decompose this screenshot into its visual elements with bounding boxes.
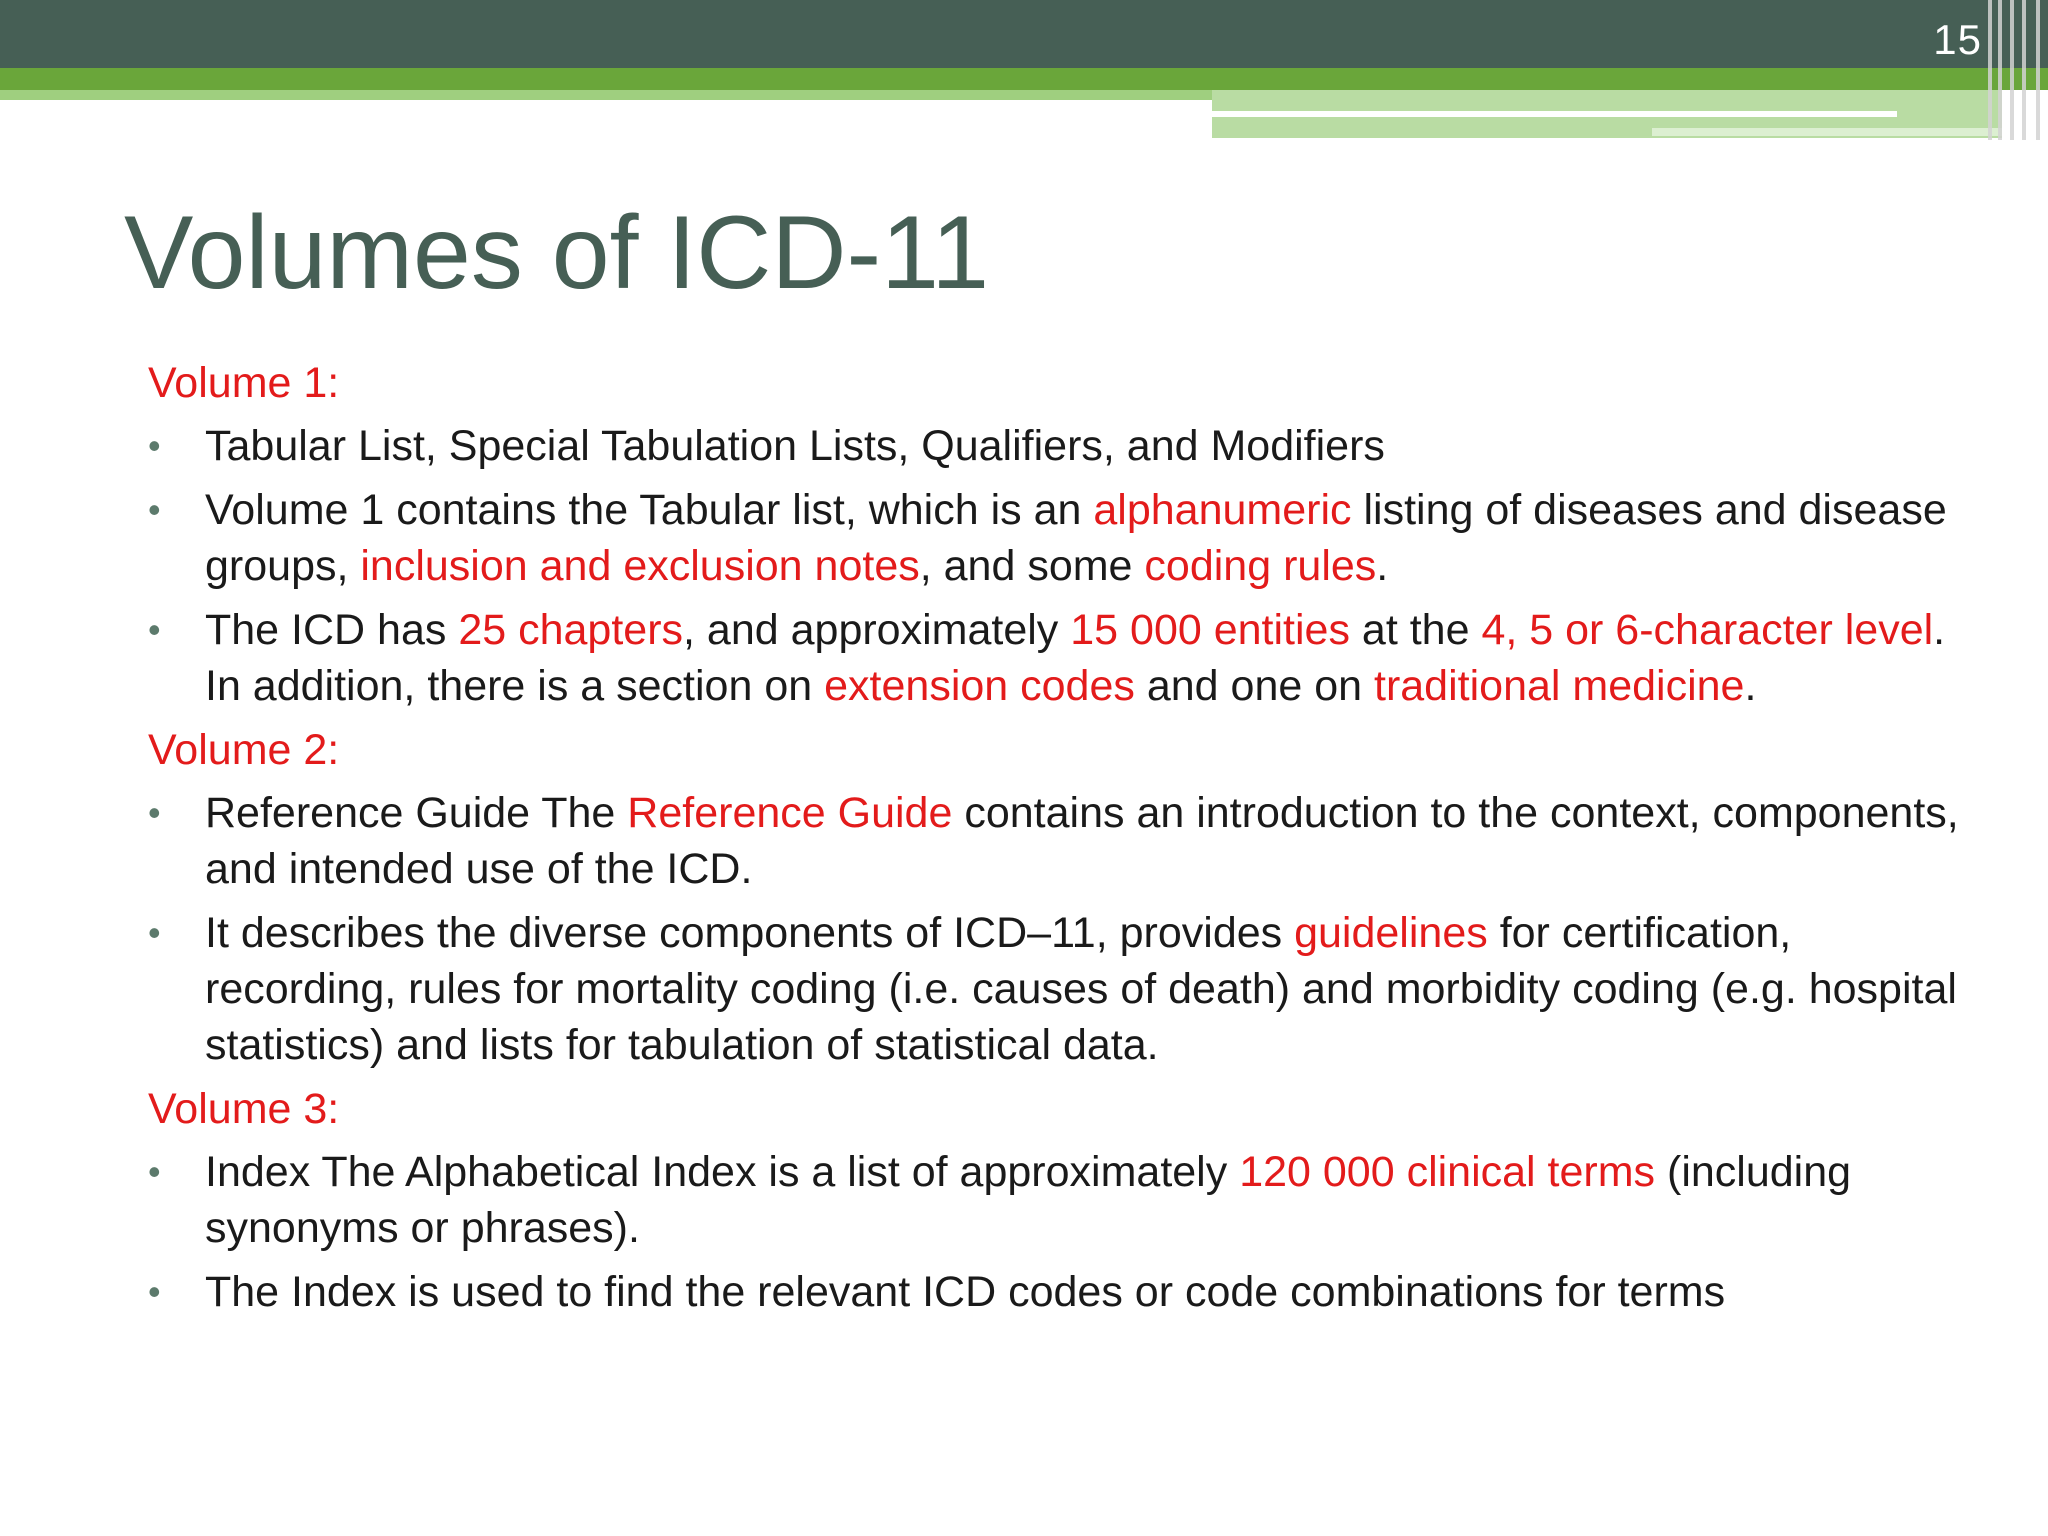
- slide-number: 15: [1933, 16, 1982, 63]
- header-vertical-line: [1988, 0, 1992, 140]
- bullet-text: The ICD has: [205, 606, 459, 654]
- highlighted-term: 120 000 clinical terms: [1239, 1148, 1656, 1196]
- highlighted-term: inclusion and exclusion notes: [360, 542, 920, 590]
- bullet-item: [148, 482, 1968, 594]
- highlighted-term: Reference Guide: [627, 789, 953, 837]
- highlighted-term: alphanumeric: [1093, 486, 1352, 534]
- bullet-text: It describes the diverse components of ICD–11, provides: [205, 909, 1295, 957]
- highlighted-term: 4, 5 or 6-character level: [1481, 606, 1934, 654]
- bullet-text: .: [1744, 662, 1757, 710]
- header-band-green: [0, 68, 2048, 90]
- bullet-item: [148, 418, 1968, 474]
- bullet-item: [148, 905, 1968, 1073]
- bullet-text: and one on: [1134, 662, 1374, 710]
- bullet-item: [148, 1144, 1968, 1256]
- bullet-text: , and some: [919, 542, 1145, 590]
- highlighted-term: 25 chapters: [458, 606, 684, 654]
- bullet-text: (including synonyms or phrases).: [205, 1148, 1852, 1252]
- highlighted-term: traditional medicine: [1374, 662, 1745, 710]
- bullet-text: Reference Guide The: [205, 789, 628, 837]
- header-vertical-line: [2022, 0, 2026, 140]
- bullet-text: contains an introduction to the context, components, and intended use of the ICD.: [205, 789, 1959, 893]
- header-vertical-line: [2010, 0, 2014, 140]
- highlighted-term: guidelines: [1294, 909, 1488, 957]
- bullet-text: .: [1376, 542, 1389, 590]
- slide-body: [148, 355, 1968, 1328]
- header-vertical-line: [1998, 0, 2002, 140]
- bullet-item: [148, 785, 1968, 897]
- bullet-text: Index The Alphabetical Index is a list of approximately: [205, 1148, 1240, 1196]
- bullet-text: . In addition, there is a section on: [205, 606, 1946, 710]
- bullet-text: Volume 1 contains the Tabular list, which is an: [205, 486, 1094, 534]
- bullet-text: listing of diseases and disease groups,: [205, 486, 1947, 590]
- bullet-text: , and approximately: [683, 606, 1071, 654]
- bullet-item: [148, 1264, 1968, 1320]
- header-band-dark: [0, 0, 2048, 68]
- header-vertical-line: [2036, 0, 2040, 140]
- bullet-text: The Index is used to find the relevant ICD codes or code combinations for terms: [205, 1268, 1726, 1316]
- highlighted-term: 15 000 entities: [1070, 606, 1350, 654]
- highlighted-term: coding rules: [1144, 542, 1377, 590]
- bullet-text: Tabular List, Special Tabulation Lists, Qualifiers, and Modifiers: [205, 422, 1385, 470]
- bullet-item: [148, 602, 1968, 714]
- header-band-white-stripe: [1212, 111, 1897, 117]
- header-band-green-light: [0, 90, 1212, 100]
- header-decoration: [0, 0, 2048, 140]
- bullet-text: at the: [1349, 606, 1482, 654]
- highlighted-term: extension codes: [824, 662, 1135, 710]
- volume-heading: Volume 3:: [148, 1085, 340, 1133]
- slide-title: Volumes of ICD-11: [124, 195, 990, 311]
- header-band-pale-stripe: [1652, 128, 2002, 136]
- bullet-text: for certification, recording, rules for mortality coding (i.e. causes of death) and morbidity coding (e.g. hospital statistics) and lists for tabulation of statistical data.: [205, 909, 1957, 1069]
- volume-heading: Volume 1:: [148, 359, 340, 407]
- volume-heading: Volume 2:: [148, 726, 340, 774]
